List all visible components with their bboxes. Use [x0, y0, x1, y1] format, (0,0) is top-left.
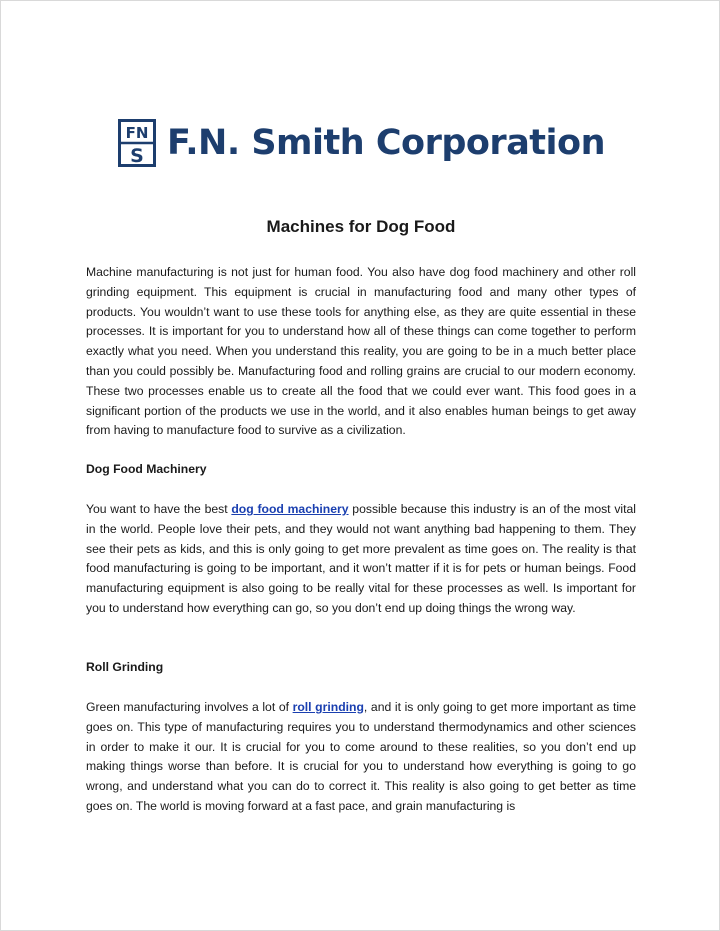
company-name: F.N. Smith Corporation [167, 122, 606, 163]
svg-text:FN: FN [125, 124, 149, 142]
company-logo [118, 118, 605, 168]
intro-paragraph: Machine manufacturing is not just for human food. You also have dog food machinery and other roll grinding equipment. This equipment is crucial in manufacturing food and many other types of products. You wouldn’t want to use these tools for anything else, as they are quite essential in these processes. It is important for you to understand how all of these things can come together to perform exactly what you need. When you understand this reality, you are going to be in a much better place than you could possibly be. Manufacturing food and rolling grains are crucial to our modern economy. These two processes enable us to create all the food that we could ever want. This food goes in a significant portion of the products we use in the world, and it also enables human beings to get away from having to manufacture food to survive as a civilization. [86, 265, 636, 438]
section-heading-dog-food-machinery: Dog Food Machinery [86, 462, 207, 476]
document-title: Machines for Dog Food [266, 217, 456, 236]
dog-food-machinery-link[interactable]: dog food machinery [231, 502, 349, 516]
svg-text:S: S [130, 145, 144, 167]
fns-logo-mark-icon [118, 119, 156, 167]
paragraph-text: , and it is only going to get more important as time goes on. This type of manufacturing requires you to understand thermodynamics and other sciences in order to make it our. It is crucial for you to come around to these realities, so you don’t end up making things worse than before. It is crucial for you to understand how everything is going to go wrong, and understand what you can do to correct it. This reality is also going to get better as time goes on. The world is moving forward at a fast pace, and grain manufacturing is [86, 700, 636, 813]
section-heading-roll-grinding: Roll Grinding [86, 660, 164, 674]
dog-food-machinery-paragraph [86, 500, 636, 619]
roll-grinding-link[interactable]: roll grinding [292, 700, 364, 714]
paragraph-text: Green manufacturing involves a lot of [86, 700, 293, 714]
paragraph-text: possible because this industry is an of the most vital in the world. People love their pets, and they would not want anything bad happening to them. They see their pets as kids, and this is only going to get more prevalent as time goes on. The reality is that food manufacturing is going to be important, and it won’t matter if it is for pets or human beings. Food manufacturing equipment is also going to be really vital for these processes as well. Is important for you to understand how everything can go, so you don’t end up doing things the wrong way. [86, 502, 636, 615]
roll-grinding-paragraph [86, 698, 636, 817]
paragraph-text: You want to have the best [86, 502, 232, 516]
